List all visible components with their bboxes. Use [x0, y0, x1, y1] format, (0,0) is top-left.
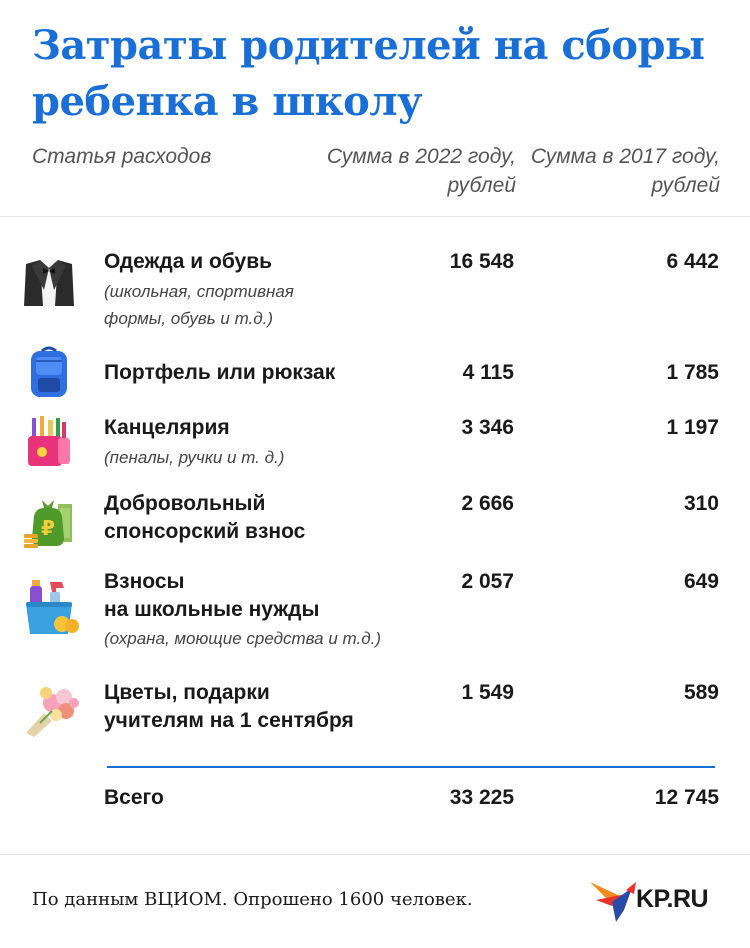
- value-2022: 1 549: [461, 681, 514, 704]
- flowers-bouquet-icon: [22, 683, 82, 739]
- total-label: Всего: [104, 786, 164, 809]
- kp-logo-text[interactable]: KP.RU: [636, 885, 709, 913]
- total-divider: [107, 766, 715, 768]
- source-note: По данным ВЦИОМ. Опрошено 1600 человек.: [32, 889, 473, 910]
- page-title: Затраты родителей на сборы ребенка в школу: [32, 22, 705, 125]
- footer-divider: [0, 854, 750, 855]
- row-name: Портфель или рюкзак: [104, 361, 336, 384]
- row-name: Взносы: [104, 570, 185, 593]
- value-2017: 589: [683, 681, 719, 704]
- row-name: Одежда и обувь: [104, 250, 273, 273]
- value-2017: 6 442: [666, 250, 719, 273]
- value-2017: 1 785: [666, 361, 719, 384]
- tuxedo-icon: [22, 256, 76, 310]
- backpack-icon: [22, 345, 76, 399]
- row-note: (охрана, моющие средства и т.д.): [104, 629, 382, 648]
- row-name: спонсорский взнос: [104, 520, 306, 543]
- value-2022: 4 115: [462, 361, 514, 384]
- value-2017: 649: [683, 570, 719, 593]
- stationery-icon: [22, 414, 76, 468]
- value-2017: 1 197: [666, 416, 719, 439]
- value-2022: 2 666: [461, 492, 514, 515]
- column-header-2022-line1: Сумма в 2022 году,: [326, 145, 516, 168]
- column-header-2017-line1: Сумма в 2017 году,: [530, 145, 720, 168]
- value-2022: 16 548: [449, 250, 514, 273]
- column-header-2017: [520, 142, 720, 200]
- column-header-2022: [296, 142, 516, 200]
- column-header-item: Статья расходов: [32, 145, 212, 168]
- row-note: (школьная, спортивная: [104, 282, 294, 301]
- value-2022: 2 057: [461, 570, 514, 593]
- row-name: на школьные нужды: [104, 598, 320, 621]
- total-value-2017: 12 745: [654, 786, 719, 809]
- row-name: учителям на 1 сентября: [104, 709, 354, 732]
- row-note: формы, обувь и т.д.): [104, 309, 274, 328]
- value-2017: 310: [683, 492, 719, 515]
- svg-text:₽: ₽: [41, 516, 55, 540]
- row-note: (пеналы, ручки и т. д.): [104, 448, 285, 467]
- money-bag-icon: [22, 496, 76, 550]
- column-header-2022-line2: рублей: [447, 174, 516, 197]
- header-divider: [0, 216, 750, 217]
- row-name: Добровольный: [104, 492, 266, 515]
- row-name: Канцелярия: [104, 416, 230, 439]
- column-header-2017-line2: рублей: [651, 174, 720, 197]
- value-2022: 3 346: [461, 416, 514, 439]
- row-name: Цветы, подарки: [104, 681, 270, 704]
- total-value-2022: 33 225: [449, 786, 514, 809]
- cleaning-supplies-icon: [22, 578, 80, 638]
